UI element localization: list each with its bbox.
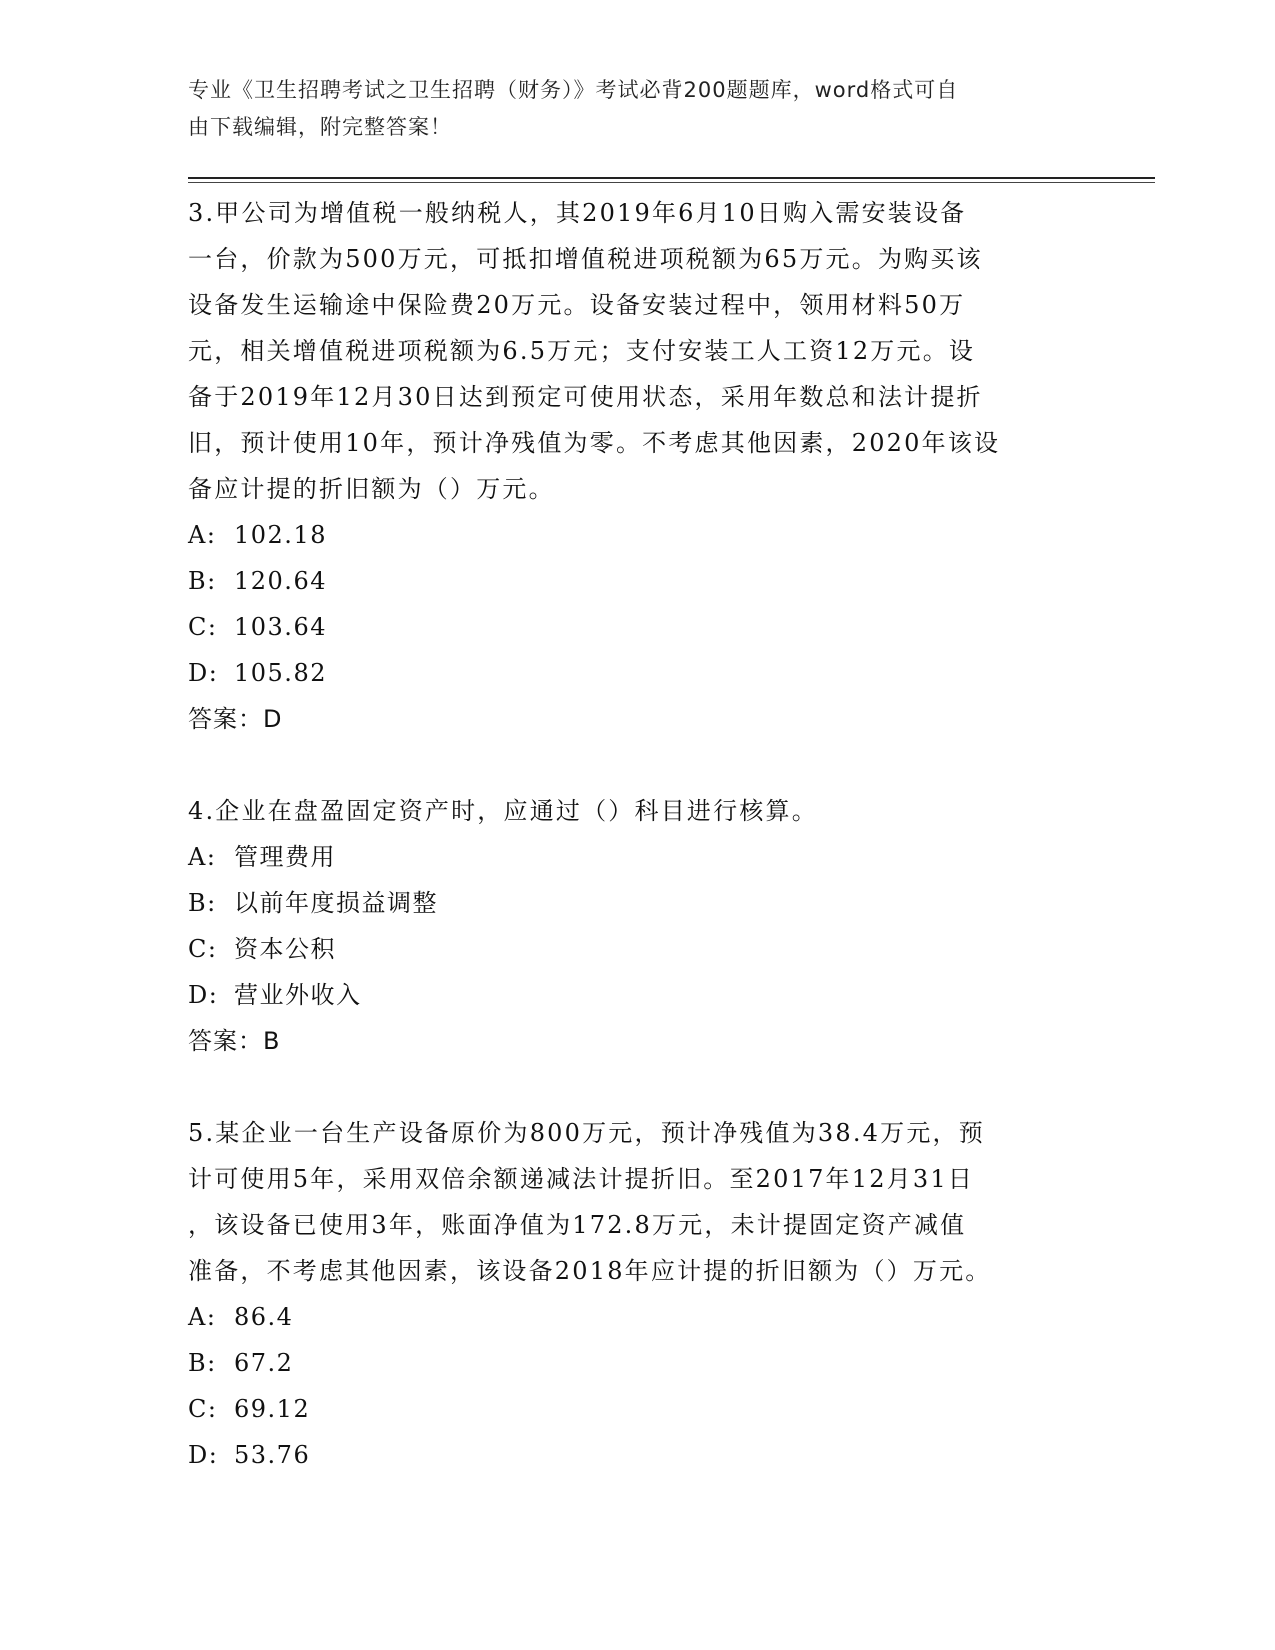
question-line: 准备，不考虑其他因素，该设备2018年应计提的折旧额为（）万元。 bbox=[188, 1257, 992, 1285]
option-c bbox=[188, 926, 1088, 972]
option-text: 105.82 bbox=[234, 659, 327, 687]
option-d bbox=[188, 1432, 1088, 1478]
question-list bbox=[188, 190, 1088, 1478]
header-divider bbox=[188, 177, 1155, 179]
option-a bbox=[188, 512, 1088, 558]
option-text: 86.4 bbox=[234, 1303, 294, 1331]
spacer bbox=[188, 742, 1088, 788]
question-line: 备于2019年12月30日达到预定可使用状态，采用年数总和法计提折 bbox=[188, 383, 983, 411]
option-text: 120.64 bbox=[234, 567, 327, 595]
header-line: 由下载编辑，附完整答案！ bbox=[188, 115, 452, 139]
option-c bbox=[188, 604, 1088, 650]
option-key: A: bbox=[188, 1303, 217, 1331]
option-d bbox=[188, 650, 1088, 696]
option-a bbox=[188, 1294, 1088, 1340]
question-stem bbox=[188, 788, 1088, 834]
question-line: ，该设备已使用3年，账面净值为172.8万元，未计提固定资产减值 bbox=[188, 1211, 967, 1239]
question-5 bbox=[188, 1110, 1088, 1478]
option-key: D: bbox=[188, 981, 219, 1009]
option-key: B: bbox=[188, 1349, 217, 1377]
option-text: 103.64 bbox=[234, 613, 327, 641]
question-line: 计可使用5年，采用双倍余额递减法计提折旧。至2017年12月31日 bbox=[188, 1165, 975, 1193]
option-d bbox=[188, 972, 1088, 1018]
answer: 答案：D bbox=[188, 705, 283, 733]
option-b bbox=[188, 880, 1088, 926]
document-header bbox=[188, 72, 1068, 146]
option-text: 营业外收入 bbox=[234, 981, 362, 1009]
question-line: 旧，预计使用10年，预计净残值为零。不考虑其他因素，2020年该设 bbox=[188, 429, 1001, 457]
option-text: 67.2 bbox=[234, 1349, 294, 1377]
answer: 答案：B bbox=[188, 1027, 281, 1055]
option-text: 53.76 bbox=[234, 1441, 311, 1469]
option-b bbox=[188, 1340, 1088, 1386]
option-key: A: bbox=[188, 521, 217, 549]
question-line: 设备发生运输途中保险费20万元。设备安装过程中，领用材料50万 bbox=[188, 291, 966, 319]
question-3 bbox=[188, 190, 1088, 742]
question-line: 一台，价款为500万元，可抵扣增值税进项税额为65万元。为购买该 bbox=[188, 245, 983, 273]
header-line: 专业《卫生招聘考试之卫生招聘（财务）》考试必背200题题库，word格式可自 bbox=[188, 78, 959, 102]
option-key: B: bbox=[188, 567, 217, 595]
question-stem bbox=[188, 190, 1088, 512]
option-text: 102.18 bbox=[234, 521, 327, 549]
option-a bbox=[188, 834, 1088, 880]
option-key: B: bbox=[188, 889, 217, 917]
question-line: 3.甲公司为增值税一般纳税人，其2019年6月10日购入需安装设备 bbox=[188, 199, 967, 227]
question-line: 4.企业在盘盈固定资产时，应通过（）科目进行核算。 bbox=[188, 797, 818, 825]
option-text: 资本公积 bbox=[234, 935, 336, 963]
option-text: 69.12 bbox=[234, 1395, 311, 1423]
option-b bbox=[188, 558, 1088, 604]
option-key: A: bbox=[188, 843, 217, 871]
question-line: 元，相关增值税进项税额为6.5万元；支付安装工人工资12万元。设 bbox=[188, 337, 976, 365]
option-key: C: bbox=[188, 935, 218, 963]
option-key: D: bbox=[188, 659, 219, 687]
spacer bbox=[188, 1064, 1088, 1110]
question-4 bbox=[188, 788, 1088, 1064]
question-stem bbox=[188, 1110, 1088, 1294]
option-text: 以前年度损益调整 bbox=[234, 889, 438, 917]
option-key: C: bbox=[188, 613, 218, 641]
header-divider-thin bbox=[188, 182, 1155, 183]
question-line: 5.某企业一台生产设备原价为800万元，预计净残值为38.4万元，预 bbox=[188, 1119, 985, 1147]
question-line: 备应计提的折旧额为（）万元。 bbox=[188, 475, 555, 503]
option-key: C: bbox=[188, 1395, 218, 1423]
option-text: 管理费用 bbox=[234, 843, 336, 871]
option-key: D: bbox=[188, 1441, 219, 1469]
option-c bbox=[188, 1386, 1088, 1432]
